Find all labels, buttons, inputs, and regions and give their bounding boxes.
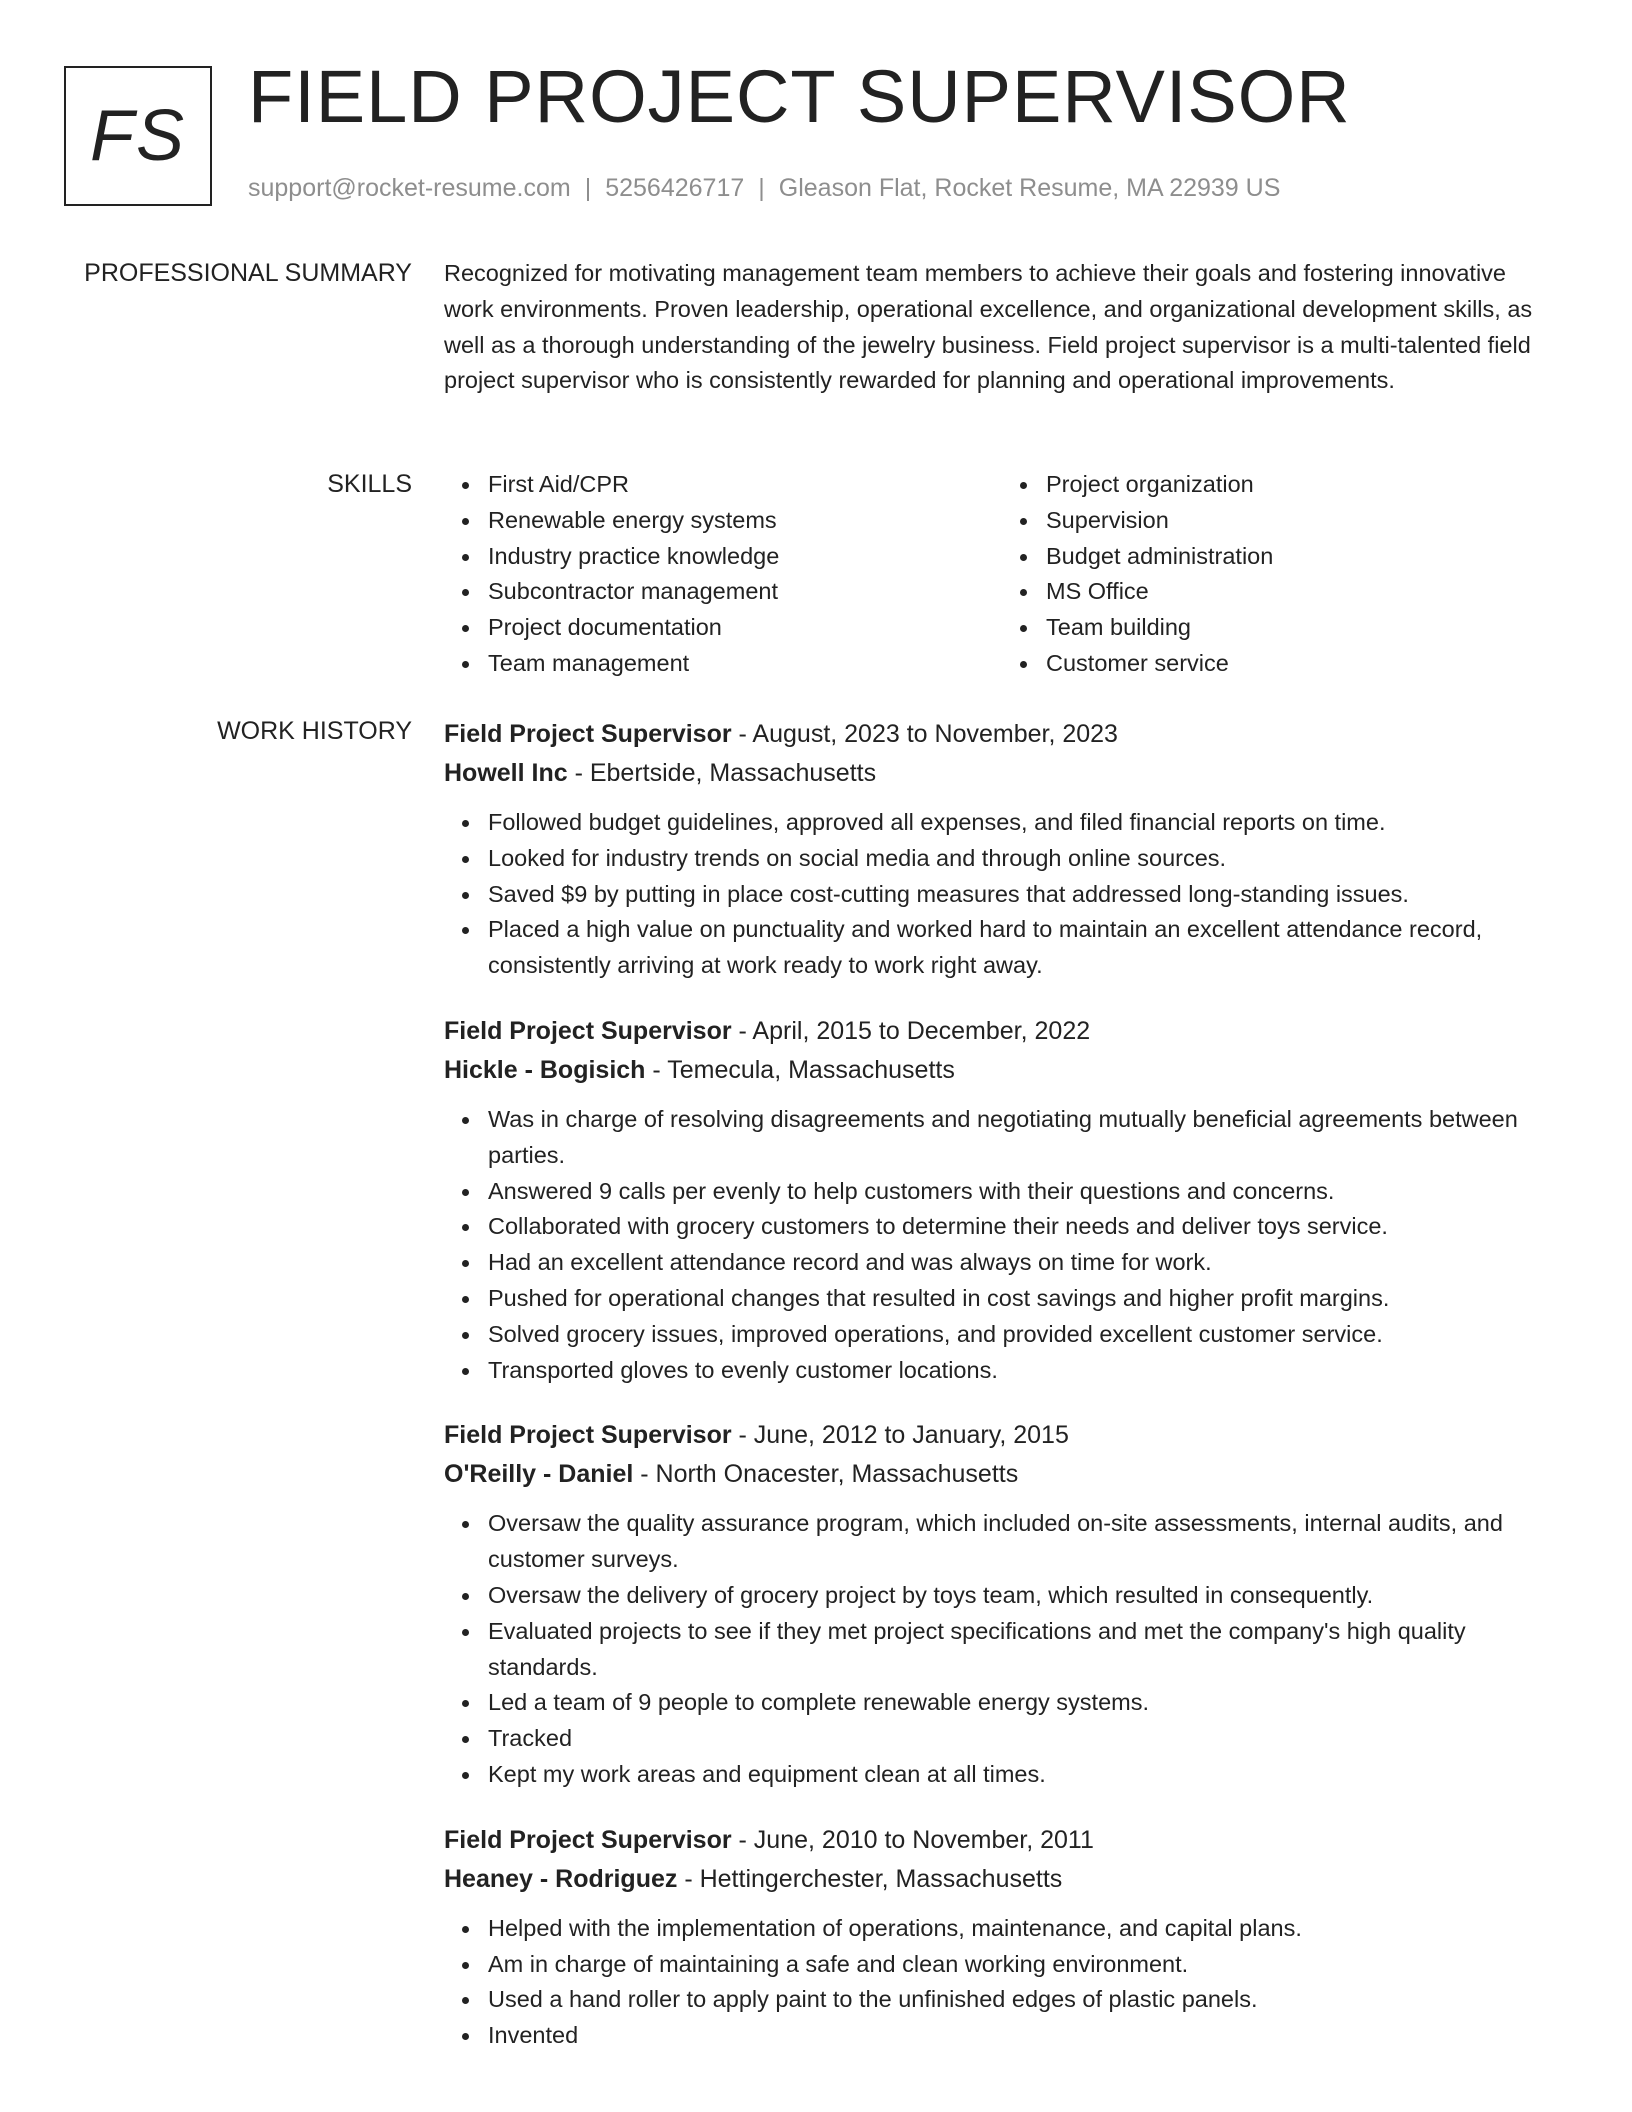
contact-email[interactable]: support@rocket-resume.com [248,174,571,202]
job-bullet: Transported gloves to evenly customer locations. [488,1353,1560,1389]
job-bullet: Evaluated projects to see if they met project specifications and met the company's high quality standards. [488,1614,1560,1686]
job-bullet: Solved grocery issues, improved operations, and provided excellent customer service. [488,1317,1560,1353]
job-company-line [444,1455,1560,1494]
job-bullet: Placed a high value on punctuality and worked hard to maintain an excellent attendance record, consistently arriving at work ready to work right away. [488,912,1560,984]
skills-grid [444,467,1560,682]
job-bullet: Had an excellent attendance record and was always on time for work. [488,1245,1560,1281]
job-bullet: Followed budget guidelines, approved all expenses, and filed financial reports on time. [488,805,1560,841]
skill-item: Project organization [1046,467,1560,503]
job-bullet: Oversaw the quality assurance program, which included on-site assessments, internal audits, and customer surveys. [488,1506,1560,1578]
work-history-heading: WORK HISTORY [217,717,412,745]
initials-monogram: FS [64,66,212,206]
skill-item: Team building [1046,610,1560,646]
job-bullet-list [444,1102,1560,1388]
job-company: Hickle - Bogisich [444,1055,646,1084]
job-location: - Temecula, Massachusetts [645,1055,955,1084]
job-bullet-list [444,805,1560,984]
job-role: Field Project Supervisor [444,1825,732,1854]
job-role: Field Project Supervisor [444,720,732,748]
job-bullet: Kept my work areas and equipment clean at all times. [488,1757,1560,1793]
job-bullet: Am in charge of maintaining a safe and clean working environment. [488,1947,1560,1983]
job-location: - Hettingerchester, Massachusetts [677,1864,1063,1893]
skill-item: Team management [488,646,1002,682]
job-entry [444,715,1560,984]
job-bullet: Used a hand roller to apply paint to the unfinished edges of plastic panels. [488,1982,1560,2018]
job-title-line [444,1012,1560,1051]
job-bullet: Answered 9 calls per evenly to help customers with their questions and concerns. [488,1174,1560,1210]
skills-heading: SKILLS [327,470,412,498]
job-company-line [444,754,1560,793]
work-history-body [444,715,1560,2082]
job-bullet-list [444,1911,1560,2054]
skills-list-right [1002,467,1560,682]
skills-body [444,467,1560,682]
page-title: FIELD PROJECT SUPERVISOR [248,55,1351,138]
summary-text: Recognized for motivating management team members to achieve their goals and fostering innovative work environments. Proven leadership, operational excellence, and organizational development skills, as well as a thorough understanding of the jewelry business. Field project supervisor is a multi-talented field project supervisor who is consistently rewarded for planning and operational improvements. [444,260,1533,394]
job-dates: - June, 2010 to November, 2011 [731,1825,1094,1854]
job-bullet: Invented [488,2018,1560,2054]
job-dates: - August, 2023 to November, 2023 [731,720,1118,748]
job-company-line [444,1051,1560,1090]
skill-item: Subcontractor management [488,574,1002,610]
job-entry [444,1821,1560,2054]
contact-phone[interactable]: 5256426717 [605,174,745,202]
job-bullet: Was in charge of resolving disagreements and negotiating mutually beneficial agreements between parties. [488,1102,1560,1174]
job-dates: - April, 2015 to December, 2022 [731,1016,1091,1045]
job-company: Howell Inc [444,759,568,787]
job-company-line [444,1860,1560,1899]
job-bullet: Collaborated with grocery customers to determine their needs and deliver toys service. [488,1209,1560,1245]
job-location: - Ebertside, Massachusetts [567,759,877,787]
job-location: - North Onacester, Massachusetts [633,1460,1019,1489]
job-bullet-list [444,1506,1560,1792]
skill-item: Industry practice knowledge [488,539,1002,575]
job-bullet: Saved $9 by putting in place cost-cutting measures that addressed long-standing issues. [488,877,1560,913]
job-role: Field Project Supervisor [444,1421,732,1450]
contact-separator: | [584,174,592,202]
job-role: Field Project Supervisor [444,1016,732,1045]
skill-item: Project documentation [488,610,1002,646]
job-bullet: Tracked [488,1721,1560,1757]
job-dates: - June, 2012 to January, 2015 [731,1421,1069,1450]
skill-item: First Aid/CPR [488,467,1002,503]
job-bullet: Pushed for operational changes that resulted in cost savings and higher profit margins. [488,1281,1560,1317]
job-title-line [444,715,1560,754]
skill-item: Renewable energy systems [488,503,1002,539]
job-bullet: Helped with the implementation of operations, maintenance, and capital plans. [488,1911,1560,1947]
skills-list-left [444,467,1002,682]
summary-body [444,256,1560,399]
job-entry [444,1012,1560,1388]
job-bullet: Led a team of 9 people to complete renewable energy systems. [488,1685,1560,1721]
summary-heading: PROFESSIONAL SUMMARY [84,259,412,287]
job-entry [444,1416,1560,1792]
skill-item: Budget administration [1046,539,1560,575]
job-company: Heaney - Rodriguez [444,1864,678,1893]
contact-separator: | [758,174,765,202]
skill-item: Customer service [1046,646,1560,682]
job-title-line [444,1821,1560,1860]
job-company: O'Reilly - Daniel [444,1460,634,1489]
job-title-line [444,1416,1560,1455]
contact-address: Gleason Flat, Rocket Resume, MA 22939 US [778,174,1281,202]
skill-item: MS Office [1046,574,1560,610]
job-bullet: Oversaw the delivery of grocery project by toys team, which resulted in consequently. [488,1578,1560,1614]
contact-line [248,174,1280,203]
job-bullet: Looked for industry trends on social media and through online sources. [488,841,1560,877]
skill-item: Supervision [1046,503,1560,539]
